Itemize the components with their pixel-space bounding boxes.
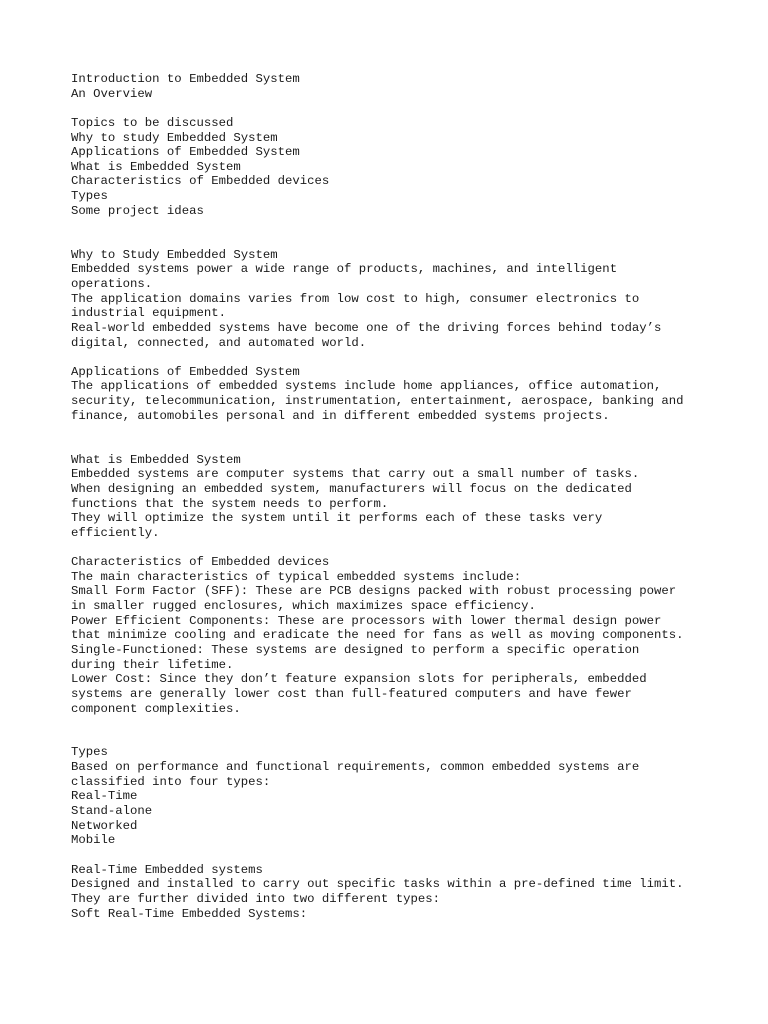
text-line: Real-Time Embedded systems xyxy=(71,862,263,877)
blank-line xyxy=(71,848,761,863)
text-line: classified into four types: xyxy=(71,774,271,789)
text-line: Lower Cost: Since they don’t feature expansion slots for peripherals, embedded xyxy=(71,672,647,687)
text-line: What is Embedded System xyxy=(71,452,241,467)
text-line: digital, connected, and automated world. xyxy=(71,335,367,350)
text-line: Soft Real-Time Embedded Systems: xyxy=(71,906,308,921)
blank-line xyxy=(71,716,761,731)
text-line: component complexities. xyxy=(71,701,241,716)
text-line: industrial equipment. xyxy=(71,306,226,321)
text-line: Types xyxy=(71,745,108,760)
text-line: An Overview xyxy=(71,86,153,101)
text-line: Stand-alone xyxy=(71,804,153,819)
text-line: Why to Study Embedded System xyxy=(71,247,278,262)
text-line: Embedded systems power a wide range of products, machines, and intelligent xyxy=(71,262,618,277)
text-line: Some project ideas xyxy=(71,203,204,218)
text-line: Designed and installed to carry out specific tasks within a pre-defined time limit. xyxy=(71,877,684,892)
text-line: functions that the system needs to perform. xyxy=(71,496,389,511)
text-line: Why to study Embedded System xyxy=(71,130,278,145)
text-line: Characteristics of Embedded devices xyxy=(71,174,330,189)
text-line: Real-world embedded systems have become one of the driving forces behind today’s xyxy=(71,320,662,335)
blank-line xyxy=(71,731,761,746)
text-line: Mobile xyxy=(71,833,116,848)
text-line: security, telecommunication, instrumentation, entertainment, aerospace, banking and xyxy=(71,394,684,409)
text-line: efficiently. xyxy=(71,525,160,540)
text-line: The main characteristics of typical embedded systems include: xyxy=(71,569,522,584)
text-line: Types xyxy=(71,189,108,204)
text-line: in smaller rugged enclosures, which maximizes space efficiency. xyxy=(71,599,536,614)
document-page xyxy=(71,72,761,921)
text-line: Real-Time xyxy=(71,789,138,804)
text-line: operations. xyxy=(71,276,153,291)
text-line: Applications of Embedded System xyxy=(71,145,300,160)
text-line: They are further divided into two different types: xyxy=(71,891,440,906)
blank-line xyxy=(71,101,761,116)
text-line: Topics to be discussed xyxy=(71,115,234,130)
blank-line xyxy=(71,233,761,248)
text-line: Networked xyxy=(71,818,138,833)
text-line: Applications of Embedded System xyxy=(71,364,300,379)
text-line: finance, automobiles personal and in different embedded systems projects. xyxy=(71,408,610,423)
text-line: Characteristics of Embedded devices xyxy=(71,555,330,570)
blank-line xyxy=(71,541,761,556)
blank-line xyxy=(71,218,761,233)
text-line: The applications of embedded systems include home appliances, office automation, xyxy=(71,379,662,394)
text-line: They will optimize the system until it performs each of these tasks very xyxy=(71,511,603,526)
text-line: Embedded systems are computer systems that carry out a small number of tasks. xyxy=(71,467,640,482)
text-line: Introduction to Embedded System xyxy=(71,72,300,86)
text-line: during their lifetime. xyxy=(71,657,234,672)
text-line: When designing an embedded system, manufacturers will focus on the dedicated xyxy=(71,481,632,496)
blank-line xyxy=(71,350,761,365)
blank-line xyxy=(71,438,761,453)
blank-line xyxy=(71,423,761,438)
text-line: that minimize cooling and eradicate the need for fans as well as moving components. xyxy=(71,628,684,643)
text-line: Based on performance and functional requirements, common embedded systems are xyxy=(71,760,640,775)
text-line: systems are generally lower cost than full-featured computers and have fewer xyxy=(71,686,632,701)
text-line: The application domains varies from low cost to high, consumer electronics to xyxy=(71,291,640,306)
text-line: What is Embedded System xyxy=(71,159,241,174)
text-line: Small Form Factor (SFF): These are PCB designs packed with robust processing power xyxy=(71,584,677,599)
text-line: Single-Functioned: These systems are designed to perform a specific operation xyxy=(71,642,640,657)
text-line: Power Efficient Components: These are processors with lower thermal design power xyxy=(71,613,662,628)
